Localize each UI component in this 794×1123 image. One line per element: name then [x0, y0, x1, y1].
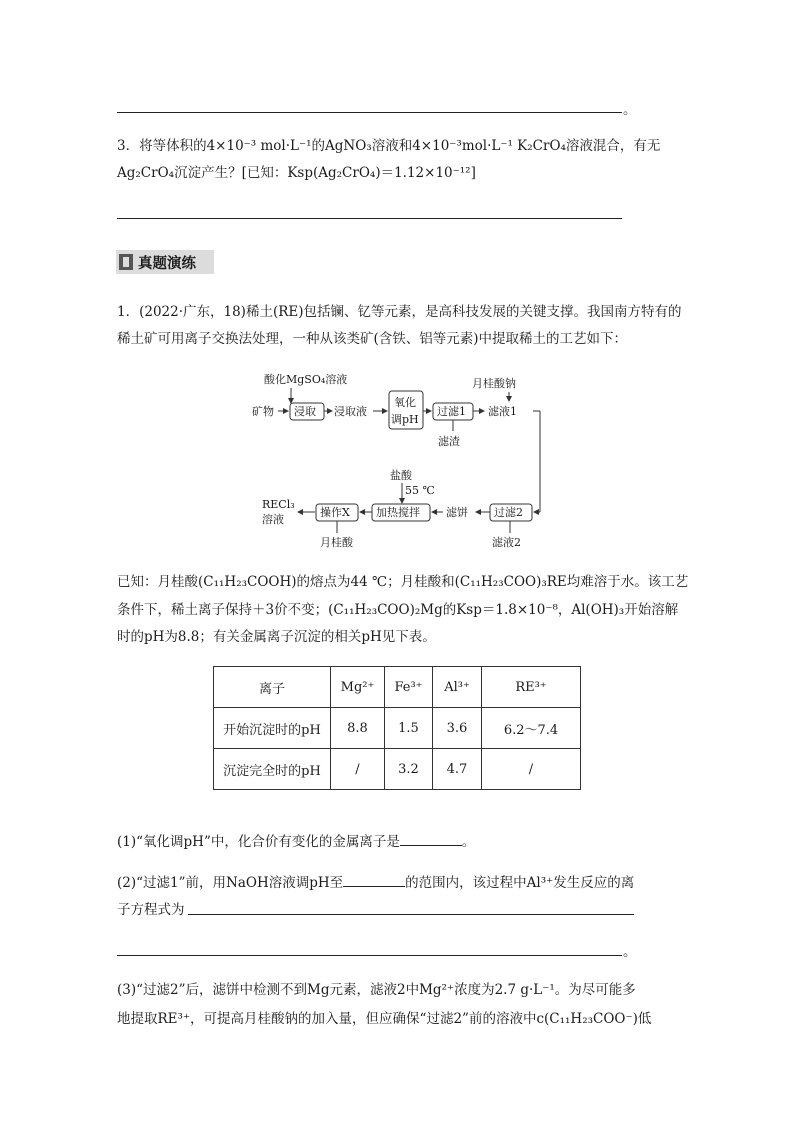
subq2-text: (2)“过滤1”前，用NaOH溶液调pH至 [117, 875, 344, 891]
table-header-cell: 离子 [214, 667, 331, 708]
precipitation-ph-table [213, 666, 581, 790]
flow-heat-stir: 加热搅拌 [376, 506, 420, 519]
subq2-text-b: 的范围内，该过程中Al³⁺发生反应的离 [405, 875, 635, 891]
known-line1: 已知：月桂酸(C₁₁H₂₃COOH)的熔点为44 ℃；月桂酸和(C₁₁H₂₃COO)₃RE均难溶于水。该工艺 [117, 574, 689, 590]
flow-re-cl3: RECl₃ [262, 498, 295, 511]
end-mark-top: 。 [623, 102, 637, 118]
flow-residue: 滤渣 [438, 435, 460, 448]
table-header-cell: Mg²⁺ [331, 667, 385, 708]
section-heading [116, 250, 214, 274]
table-cell: 8.8 [331, 708, 385, 749]
section-title: 真题演练 [138, 256, 196, 272]
table-cell: / [482, 749, 581, 790]
table-row [214, 708, 581, 749]
table-row [214, 749, 581, 790]
answer-line-q3 [117, 218, 622, 219]
subq3-line1: (3)“过滤2”后，滤饼中检测不到Mg元素，滤液2中Mg²⁺浓度为2.7 g·L⁻¹。为尽可能多 [117, 982, 636, 998]
q3-line1: 3．将等体积的4×10⁻³ mol·L⁻¹的AgNO₃溶液和4×10⁻³mol·L⁻¹ K₂CrO₄溶液混合，有无 [117, 138, 661, 154]
flow-leach: 浸取 [294, 405, 316, 418]
table-cell: 1.5 [385, 708, 433, 749]
subq2-line2: 子方程式为 [117, 902, 185, 918]
table-header-cell: Fe³⁺ [385, 667, 433, 708]
answer-blank-q2-ph [343, 872, 405, 887]
flow-laurate-na: 月桂酸钠 [472, 377, 516, 390]
table-cell: 沉淀完全时的pH [214, 749, 331, 790]
table-header-row [214, 667, 581, 708]
flow-ore: 矿物 [252, 405, 274, 418]
flow-filter2: 过滤2 [494, 506, 523, 519]
flow-ox1: 氧化 [394, 396, 416, 409]
section-bar-icon [119, 254, 133, 270]
flow-ox2: 调pH [391, 413, 419, 426]
flow-filtrate1: 滤液1 [488, 405, 517, 418]
known-line3: 时的pH为8.8；有关金属离子沉淀的相关pH见下表。 [117, 629, 436, 645]
subq2-end: 。 [623, 944, 637, 960]
subq2 [117, 872, 634, 893]
table-cell: 3.6 [433, 708, 482, 749]
q3-line2: Ag₂CrO₄沉淀产生？[已知：Ksp(Ag₂CrO₄)＝1.12×10⁻¹²] [117, 165, 476, 181]
flow-filtrate2: 滤液2 [492, 536, 521, 549]
answer-line-q2-eq [188, 914, 634, 915]
answer-line-q2-eq2 [117, 955, 622, 956]
flow-leachate: 浸取液 [334, 405, 367, 418]
flow-reagent1: 酸化MgSO₄溶液 [264, 373, 348, 386]
table-cell: 4.7 [433, 749, 482, 790]
flow-hcl: 盐酸 [390, 469, 412, 482]
flow-temp: 55 ℃ [405, 484, 435, 497]
subq3-line2: 地提取RE³⁺，可提高月桂酸钠的加入量，但应确保“过滤2”前的溶液中c(C₁₁H₂₃COO⁻)低 [117, 1011, 652, 1027]
table-header-cell: Al³⁺ [433, 667, 482, 708]
table-header-cell: RE³⁺ [482, 667, 581, 708]
process-flow-diagram [250, 365, 550, 555]
flow-op-x: 操作X [320, 506, 350, 519]
table-cell: / [331, 749, 385, 790]
table-cell: 开始沉淀时的pH [214, 708, 331, 749]
known-line2: 条件下，稀土离子保持＋3价不变；(C₁₁H₂₃COO)₂Mg的Ksp＝1.8×10⁻⁸，Al(OH)₃开始溶解 [117, 602, 679, 618]
flow-filter1: 过滤1 [437, 405, 466, 418]
problem1-line1: 1．(2022·广东，18)稀土(RE)包括镧、钇等元素，是高科技发展的关键支撑。我国南方特有的 [117, 304, 682, 320]
table-cell: 6.2～7.4 [482, 708, 581, 749]
answer-line-top [117, 112, 622, 113]
flow-lauric: 月桂酸 [320, 536, 353, 549]
subq1 [117, 831, 475, 852]
answer-blank-q1 [400, 831, 462, 846]
flow-solution: 溶液 [262, 513, 284, 526]
problem1-line2: 稀土矿可用离子交换法处理，一种从该类矿(含铁、铝等元素)中提取稀土的工艺如下： [117, 331, 628, 347]
subq1-text: (1)“氧化调pH”中，化合价有变化的金属离子是 [117, 834, 400, 850]
flow-cake: 滤饼 [446, 506, 468, 519]
table-cell: 3.2 [385, 749, 433, 790]
subq1-end: 。 [461, 834, 476, 850]
